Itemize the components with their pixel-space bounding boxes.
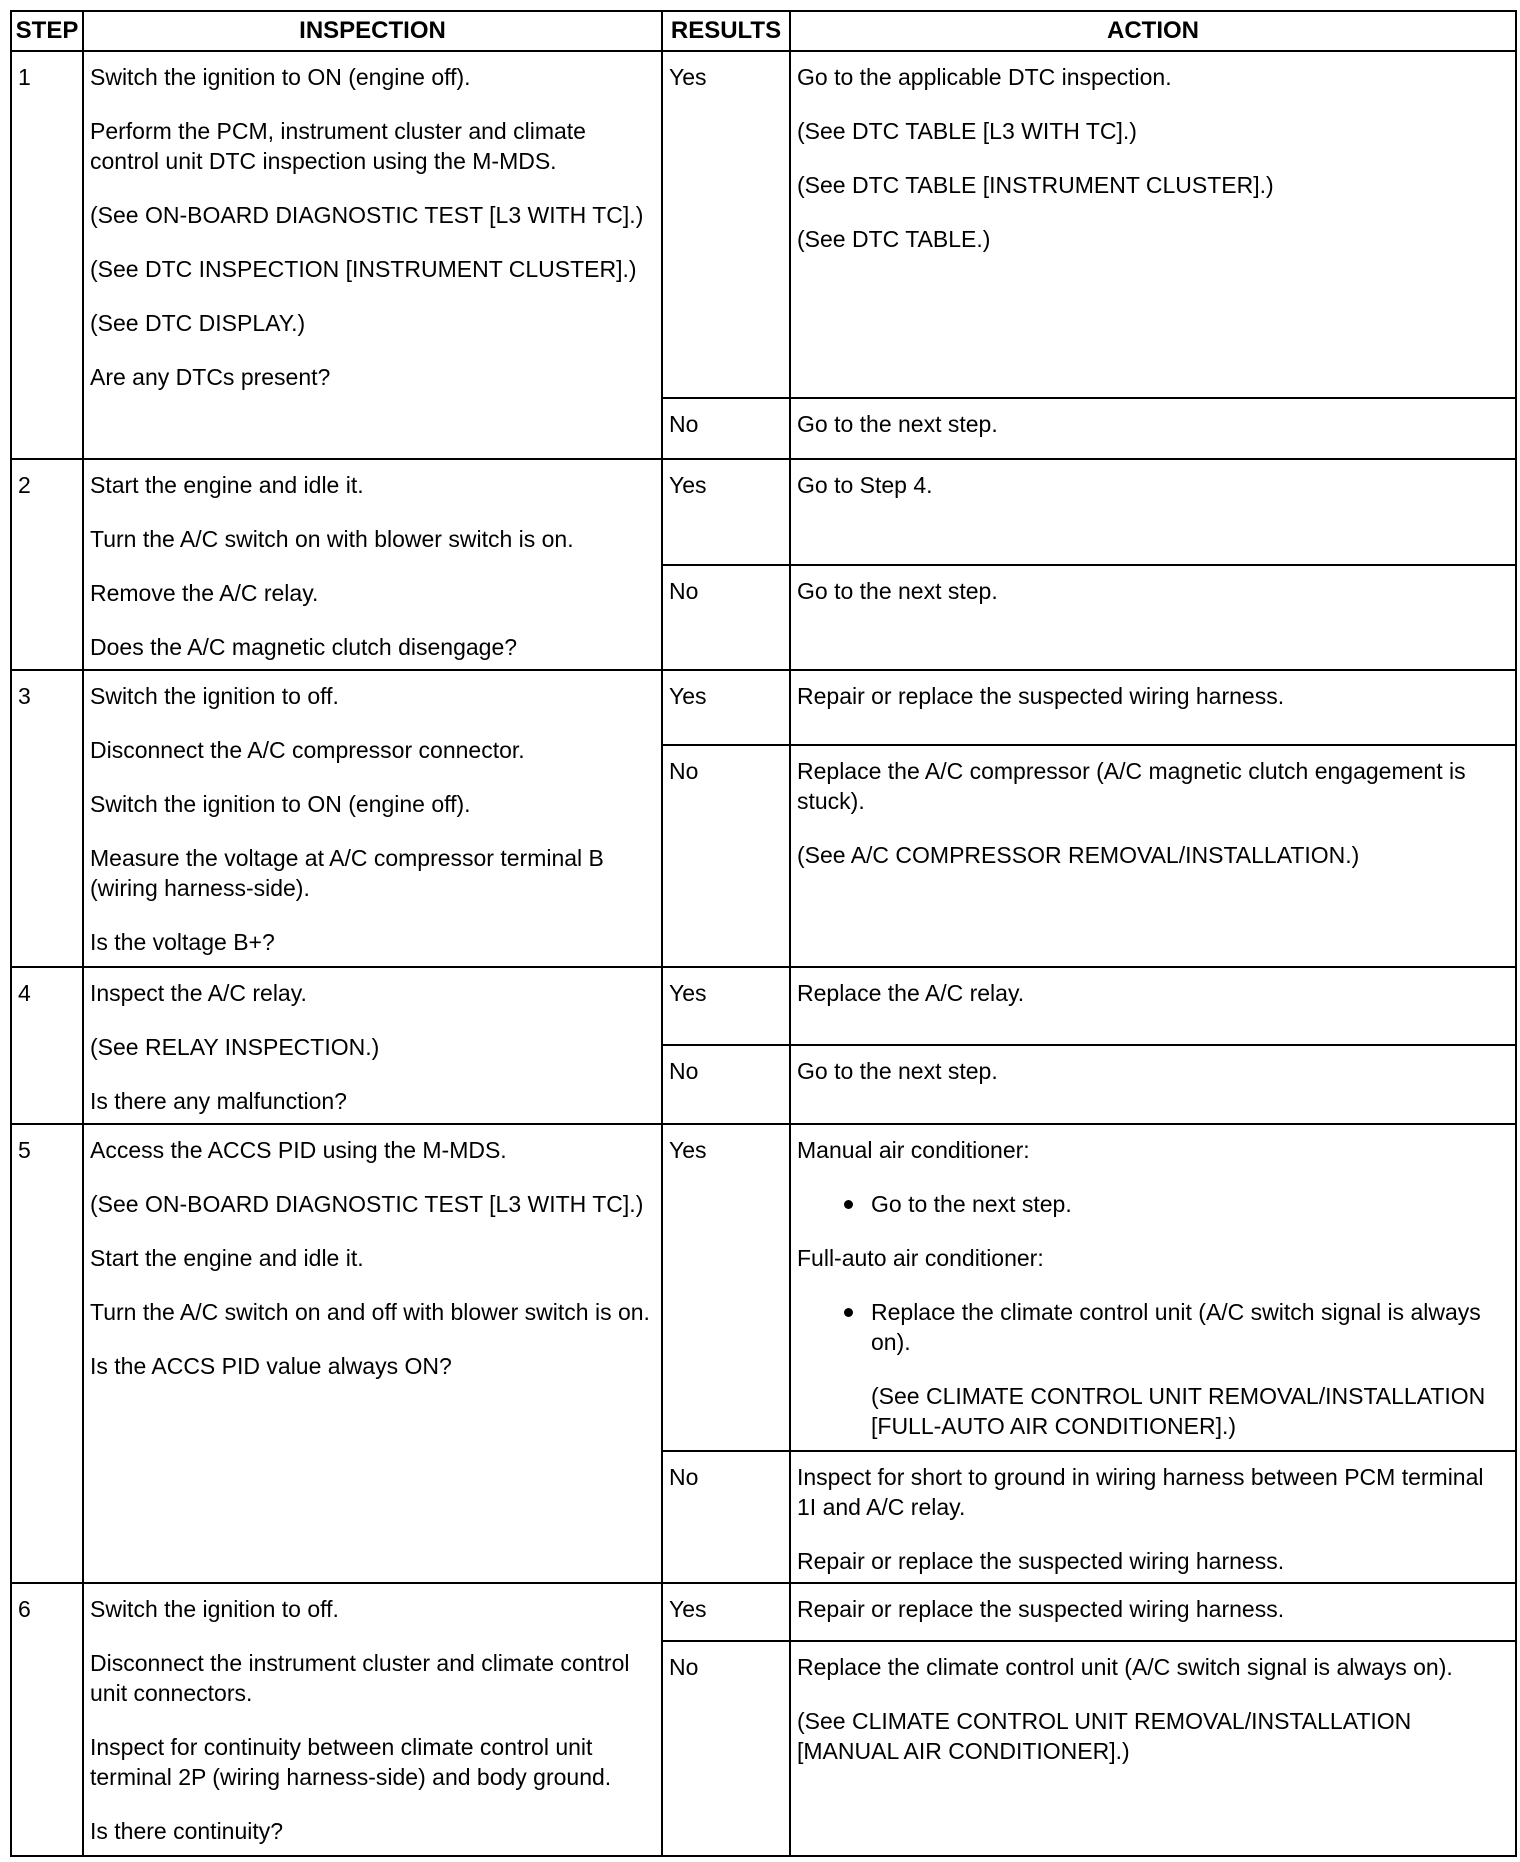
action-text: (See A/C COMPRESSOR REMOVAL/INSTALLATION.) <box>797 842 1360 869</box>
inspection-text: Perform the PCM, instrument cluster and climate control unit DTC inspection using the M-MDS. <box>90 118 586 174</box>
step-number: 6 <box>18 1596 31 1623</box>
inspection-text: Start the engine and idle it. <box>90 471 364 498</box>
result-label: Yes <box>669 980 707 1007</box>
action-text: Replace the climate control unit (A/C switch signal is always on). <box>797 1654 1453 1681</box>
result-label: No <box>669 758 699 785</box>
result-label: No <box>669 410 699 437</box>
action-text: (See CLIMATE CONTROL UNIT REMOVAL/INSTALLATION [MANUAL AIR CONDITIONER].) <box>797 1708 1412 1765</box>
inspection-cell <box>83 1583 662 1856</box>
result-cell <box>662 967 790 1045</box>
action-text: (See CLIMATE CONTROL UNIT REMOVAL/INSTALLATION [FULL-AUTO AIR CONDITIONER].) <box>871 1382 1486 1439</box>
inspection-text: (See DTC INSPECTION [INSTRUMENT CLUSTER].) <box>90 256 637 282</box>
result-label: Yes <box>669 683 707 710</box>
step-number: 2 <box>18 471 31 498</box>
inspection-cell <box>83 459 662 671</box>
result-cell <box>662 459 790 565</box>
troubleshooting-table <box>10 10 1517 1857</box>
action-text: Go to the applicable DTC inspection. <box>797 64 1172 90</box>
inspection-text: Is the ACCS PID value always ON? <box>90 1352 452 1379</box>
action-cell <box>790 967 1516 1045</box>
inspection-text: Does the A/C magnetic clutch disengage? <box>90 633 518 660</box>
action-text: Repair or replace the suspected wiring harness. <box>797 1548 1285 1575</box>
action-cell <box>790 1045 1516 1123</box>
header-inspection: INSPECTION <box>83 11 662 51</box>
result-cell <box>662 51 790 398</box>
result-cell <box>662 1641 790 1856</box>
action-cell <box>790 398 1516 459</box>
inspection-text: (See RELAY INSPECTION.) <box>90 1034 380 1061</box>
action-cell <box>790 1641 1516 1856</box>
action-cell <box>790 670 1516 745</box>
inspection-text: Is there any malfunction? <box>90 1088 347 1115</box>
action-bullet-item: Go to the next step. <box>797 1189 1509 1219</box>
action-text: Full-auto air conditioner: <box>797 1244 1044 1271</box>
inspection-text: Switch the ignition to off. <box>90 1596 339 1623</box>
table-row <box>11 1124 1516 1451</box>
action-text: Manual air conditioner: <box>797 1136 1030 1163</box>
step-number-cell <box>11 1583 83 1856</box>
inspection-text: Inspect the A/C relay. <box>90 980 307 1007</box>
action-text: Go to the next step. <box>797 577 998 604</box>
inspection-text: (See ON-BOARD DIAGNOSTIC TEST [L3 WITH TC].) <box>90 202 644 228</box>
action-cell <box>790 51 1516 398</box>
result-label: Yes <box>669 1136 707 1163</box>
step-number-cell <box>11 51 83 459</box>
result-label: Yes <box>669 64 707 90</box>
result-label: No <box>669 577 699 604</box>
action-cell <box>790 745 1516 967</box>
inspection-text: Is the voltage B+? <box>90 929 275 956</box>
action-text: Replace the A/C compressor (A/C magnetic clutch engagement is stuck). <box>797 758 1466 815</box>
result-cell <box>662 670 790 745</box>
inspection-text: Access the ACCS PID using the M-MDS. <box>90 1136 507 1163</box>
action-text: Repair or replace the suspected wiring harness. <box>797 1596 1285 1623</box>
table-row <box>11 459 1516 565</box>
inspection-text: Turn the A/C switch on with blower switch is on. <box>90 525 574 552</box>
table-row <box>11 51 1516 398</box>
action-text: (See DTC TABLE [INSTRUMENT CLUSTER].) <box>797 172 1274 198</box>
step-number-cell <box>11 670 83 967</box>
table-row <box>11 967 1516 1045</box>
inspection-text: (See DTC DISPLAY.) <box>90 310 306 336</box>
inspection-cell <box>83 51 662 459</box>
header-results: RESULTS <box>662 11 790 51</box>
inspection-text: Turn the A/C switch on and off with blower switch is on. <box>90 1298 650 1325</box>
step-number-cell <box>11 967 83 1124</box>
result-cell <box>662 398 790 459</box>
inspection-text: Measure the voltage at A/C compressor terminal B (wiring harness-side). <box>90 845 604 902</box>
action-cell <box>790 1583 1516 1641</box>
action-text: (See DTC TABLE [L3 WITH TC].) <box>797 118 1137 144</box>
result-cell <box>662 1583 790 1641</box>
inspection-text: Switch the ignition to ON (engine off). <box>90 791 471 818</box>
inspection-text: Disconnect the A/C compressor connector. <box>90 737 525 764</box>
inspection-cell <box>83 967 662 1124</box>
action-text: (See DTC TABLE.) <box>797 226 991 252</box>
inspection-text: (See ON-BOARD DIAGNOSTIC TEST [L3 WITH TC].) <box>90 1190 644 1217</box>
inspection-cell <box>83 1124 662 1584</box>
table-row <box>11 1583 1516 1641</box>
result-label: Yes <box>669 471 707 498</box>
table-row <box>11 670 1516 745</box>
step-number: 3 <box>18 683 31 710</box>
inspection-cell <box>83 670 662 967</box>
table-body <box>11 51 1516 1856</box>
action-text: Go to the next step. <box>797 410 998 437</box>
result-label: No <box>669 1654 699 1681</box>
action-cell <box>790 1124 1516 1451</box>
inspection-text: Switch the ignition to off. <box>90 683 339 710</box>
inspection-text: Switch the ignition to ON (engine off). <box>90 64 471 90</box>
inspection-text: Remove the A/C relay. <box>90 579 319 606</box>
header-step: STEP <box>11 11 83 51</box>
result-label: No <box>669 1058 699 1085</box>
header-action: ACTION <box>790 11 1516 51</box>
action-text: Replace the A/C relay. <box>797 980 1025 1007</box>
step-number: 1 <box>18 64 31 90</box>
inspection-text: Start the engine and idle it. <box>90 1244 364 1271</box>
inspection-text: Inspect for continuity between climate control unit terminal 2P (wiring harness-side) and body ground. <box>90 1734 612 1791</box>
result-cell <box>662 1451 790 1583</box>
result-cell <box>662 745 790 967</box>
action-cell <box>790 565 1516 671</box>
step-number-cell <box>11 1124 83 1584</box>
inspection-text: Is there continuity? <box>90 1818 284 1845</box>
header-row <box>11 11 1516 51</box>
action-bullet-item: Replace the climate control unit (A/C switch signal is always on). <box>797 1297 1509 1357</box>
action-text: Go to the next step. <box>797 1058 998 1085</box>
result-cell <box>662 565 790 671</box>
result-cell <box>662 1045 790 1123</box>
step-number: 4 <box>18 980 31 1007</box>
inspection-text: Disconnect the instrument cluster and climate control unit connectors. <box>90 1650 630 1707</box>
result-label: No <box>669 1464 699 1491</box>
action-cell <box>790 459 1516 565</box>
step-number: 5 <box>18 1136 31 1163</box>
action-text: Repair or replace the suspected wiring harness. <box>797 683 1285 710</box>
step-number-cell <box>11 459 83 671</box>
action-text: Inspect for short to ground in wiring harness between PCM terminal 1I and A/C relay. <box>797 1464 1484 1521</box>
inspection-text: Are any DTCs present? <box>90 364 331 390</box>
result-cell <box>662 1124 790 1451</box>
result-label: Yes <box>669 1596 707 1623</box>
action-text: Go to Step 4. <box>797 471 933 498</box>
action-cell <box>790 1451 1516 1583</box>
